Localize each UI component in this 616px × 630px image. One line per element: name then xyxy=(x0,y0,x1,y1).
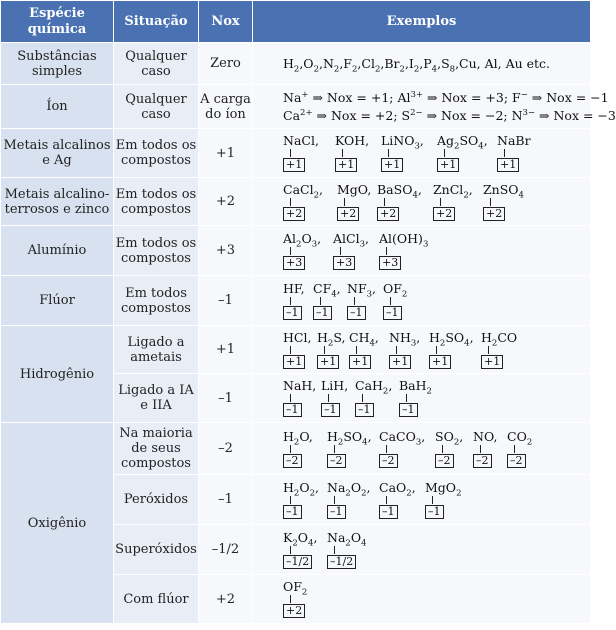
nox-cell: –2 xyxy=(199,423,253,475)
nox-box: –1 xyxy=(321,403,340,417)
examples-cell xyxy=(253,178,591,226)
formula-list xyxy=(283,379,590,417)
connector-line xyxy=(290,346,291,354)
nox-box: +1 xyxy=(317,355,339,369)
nox-box: +2 xyxy=(483,207,505,221)
formula: LiH, xyxy=(321,378,349,393)
nox-box: +1 xyxy=(283,355,305,369)
table-row xyxy=(1,276,591,326)
nox-box: –2 xyxy=(507,454,526,468)
nox-box: +1 xyxy=(389,355,411,369)
formula: ZnSO$_4$ xyxy=(483,181,524,200)
connector-line xyxy=(354,297,355,305)
formula-item xyxy=(435,430,473,468)
nox-box: +2 xyxy=(433,207,455,221)
formula: $H_2S$, xyxy=(317,329,346,348)
nox-cell: Zero xyxy=(199,43,253,85)
situacao-cell: Com flúor xyxy=(114,575,199,624)
situacao-cell: Em todos os compostos xyxy=(114,226,199,276)
connector-line xyxy=(504,149,505,157)
formula: $H_2O_2$, xyxy=(283,479,319,498)
table-row xyxy=(1,85,591,129)
situacao-cell: Em todos os compostos xyxy=(114,178,199,226)
especie-cell: Metais alcalinos e Ag xyxy=(1,129,114,178)
formula: $Na_2O_2$, xyxy=(327,479,371,498)
nox-cell: A carga do íon xyxy=(199,85,253,129)
header-situacao: Situação xyxy=(114,1,199,43)
nox-box: –2 xyxy=(327,454,346,468)
situacao-cell: Em todos os compostos xyxy=(114,129,199,178)
table-row xyxy=(1,423,591,475)
connector-line xyxy=(290,297,291,305)
connector-line xyxy=(290,546,291,554)
formula: CaO$_2$, xyxy=(379,479,416,498)
formula: $NF_3$, xyxy=(347,280,377,299)
formula-item xyxy=(283,481,327,519)
formula-item xyxy=(433,183,483,221)
formula-item xyxy=(399,379,439,417)
formula: NaCl, xyxy=(283,133,319,148)
examples-cell xyxy=(253,129,591,178)
nox-box: +1 xyxy=(349,355,371,369)
nox-box: +1 xyxy=(283,158,305,172)
nox-box: –1 xyxy=(383,306,402,320)
formula: AlCl$_3$, xyxy=(333,230,369,249)
formula-item xyxy=(327,430,379,468)
formula: $Na_2O_4$ xyxy=(327,529,367,548)
nox-cell: –1/2 xyxy=(199,525,253,575)
nox-box: +3 xyxy=(379,256,401,270)
connector-line xyxy=(290,445,291,453)
table-row xyxy=(1,178,591,226)
formula-item xyxy=(327,531,373,569)
nox-box: +1 xyxy=(497,158,519,172)
nox-box: +1 xyxy=(335,158,357,172)
examples-cell xyxy=(253,326,591,374)
connector-line xyxy=(480,445,481,453)
formula: LiNO$_3$, xyxy=(381,133,424,152)
formula: $OF_2$ xyxy=(283,579,308,598)
formula: $Al_2O_3$, xyxy=(283,230,322,249)
connector-line xyxy=(444,149,445,157)
example-text: $Ca^{2+}$ ⇒ Nox = +2; $S^{2-}$ ⇒ Nox = −2; $N^{3-}$ ⇒ Nox = −3 xyxy=(283,107,616,123)
formula-item xyxy=(313,282,347,320)
nox-cell: –1 xyxy=(199,475,253,525)
connector-line xyxy=(290,394,291,402)
connector-line xyxy=(356,346,357,354)
formula: CaCl$_2$, xyxy=(283,181,323,200)
formula-item xyxy=(483,183,529,221)
connector-line xyxy=(340,247,341,255)
connector-line xyxy=(362,394,363,402)
nox-cell: +1 xyxy=(199,129,253,178)
nox-box: –2 xyxy=(473,454,492,468)
formula: ZnCl$_2$, xyxy=(433,181,473,200)
nox-box: +2 xyxy=(377,207,399,221)
connector-line xyxy=(432,496,433,504)
formula-item xyxy=(283,183,337,221)
nox-box: –1 xyxy=(283,306,302,320)
example-text: Na+ ⇒ Nox = +1; $Al^{3+}$ ⇒ Nox = +3; F− ⇒ Nox = −1 xyxy=(283,89,609,105)
nox-box: +2 xyxy=(337,207,359,221)
formula-item xyxy=(283,134,335,172)
table-row xyxy=(1,129,591,178)
formula-item xyxy=(321,379,355,417)
situacao-cell: Ligado a ametais xyxy=(114,326,199,374)
connector-line xyxy=(290,595,291,603)
header-exemplos: Exemplos xyxy=(253,1,591,43)
connector-line xyxy=(342,149,343,157)
especie-cell: Íon xyxy=(1,85,114,129)
formula-item xyxy=(347,282,383,320)
connector-line xyxy=(328,394,329,402)
table-row xyxy=(1,43,591,85)
nox-box: –2 xyxy=(435,454,454,468)
formula-list xyxy=(283,430,590,468)
nox-cell: –1 xyxy=(199,276,253,326)
nox-box: –1 xyxy=(283,403,302,417)
connector-line xyxy=(386,496,387,504)
nox-box: –2 xyxy=(379,454,398,468)
situacao-cell: Na maioria de seus compostos xyxy=(114,423,199,475)
situacao-cell: Em todos compostos xyxy=(114,276,199,326)
nox-cell: –1 xyxy=(199,374,253,423)
nox-box: +1 xyxy=(429,355,451,369)
formula: $H_2SO_4$, xyxy=(429,329,474,348)
nox-box: –1/2 xyxy=(283,555,312,569)
formula: $SO_2$, xyxy=(435,428,464,447)
formula-list xyxy=(283,282,590,320)
connector-line xyxy=(344,198,345,206)
nox-box: –1/2 xyxy=(327,555,356,569)
examples-cell xyxy=(253,276,591,326)
situacao-cell: Peróxidos xyxy=(114,475,199,525)
connector-line xyxy=(390,297,391,305)
connector-line xyxy=(388,149,389,157)
nox-box: –1 xyxy=(327,505,346,519)
formula-item xyxy=(425,481,465,519)
formula-item xyxy=(497,134,537,172)
nox-box: +3 xyxy=(333,256,355,270)
formula: $K_2O_4$, xyxy=(283,529,318,548)
nox-box: +2 xyxy=(283,207,305,221)
connector-line xyxy=(386,247,387,255)
formula-item xyxy=(379,481,425,519)
situacao-cell: Ligado a IA e IIA xyxy=(114,374,199,423)
formula-list xyxy=(283,331,590,369)
connector-line xyxy=(396,346,397,354)
formula-item xyxy=(429,331,481,369)
formula: HCl, xyxy=(283,329,312,345)
examples-cell xyxy=(253,85,616,129)
header-especie: Espécie química xyxy=(1,1,114,43)
connector-line xyxy=(290,198,291,206)
nox-box: –1 xyxy=(425,505,444,519)
connector-line xyxy=(290,247,291,255)
example-text: $H_2,O_2,N_2,F_2,Cl_2,Br_2,I_2,P_4,S_8,Cu$, Al, Au etc. xyxy=(283,55,551,74)
nox-box: –1 xyxy=(355,403,374,417)
especie-cell: Alumínio xyxy=(1,226,114,276)
situacao-cell: Qualquer caso xyxy=(114,85,199,129)
formula: KOH, xyxy=(335,133,370,148)
connector-line xyxy=(406,394,407,402)
connector-line xyxy=(488,346,489,354)
especie-cell: Hidrogênio xyxy=(1,326,114,423)
formula-item xyxy=(283,531,327,569)
especie-cell: Flúor xyxy=(1,276,114,326)
nox-box: +1 xyxy=(381,158,403,172)
formula-item xyxy=(437,134,497,172)
formula-item xyxy=(507,430,541,468)
formula-item xyxy=(335,134,381,172)
connector-line xyxy=(290,149,291,157)
nox-cell: +2 xyxy=(199,575,253,624)
nox-box: +3 xyxy=(283,256,305,270)
formula-item xyxy=(333,232,379,270)
formula: $NH_3$, xyxy=(389,329,421,348)
nox-box: –1 xyxy=(283,505,302,519)
connector-line xyxy=(514,445,515,453)
connector-line xyxy=(436,346,437,354)
formula-list xyxy=(283,580,590,618)
formula-item xyxy=(377,183,433,221)
examples-cell xyxy=(253,475,591,525)
formula-list xyxy=(283,531,590,569)
nox-box: –1 xyxy=(379,505,398,519)
nox-box: +1 xyxy=(437,158,459,172)
situacao-cell: Superóxidos xyxy=(114,525,199,575)
examples-cell xyxy=(253,43,591,85)
table-row xyxy=(1,226,591,276)
formula: BaH$_2$ xyxy=(399,378,432,397)
formula-item xyxy=(381,134,437,172)
formula-item xyxy=(473,430,507,468)
nox-box: +2 xyxy=(283,604,305,618)
formula: $Ag_2SO_4$, xyxy=(437,133,488,152)
examples-cell xyxy=(253,525,591,575)
formula-item xyxy=(481,331,521,369)
formula-item xyxy=(283,331,317,369)
formula-item xyxy=(283,580,313,618)
formula: MgO$_2$ xyxy=(425,479,462,498)
nox-cell: +3 xyxy=(199,226,253,276)
formula: CaH$_2$, xyxy=(355,378,393,397)
nox-box: –1 xyxy=(347,306,366,320)
formula-item xyxy=(389,331,429,369)
nox-box: –1 xyxy=(399,403,418,417)
formula: $H_2SO_4$, xyxy=(327,428,372,447)
formula: CaCO$_3$, xyxy=(379,428,426,447)
especie-cell: Oxigênio xyxy=(1,423,114,624)
header-row xyxy=(1,1,591,43)
connector-line xyxy=(386,445,387,453)
examples-cell xyxy=(253,423,591,475)
formula-item xyxy=(327,481,379,519)
formula: HF, xyxy=(283,280,305,296)
connector-line xyxy=(334,546,335,554)
connector-line xyxy=(334,496,335,504)
formula-item xyxy=(349,331,389,369)
formula-list xyxy=(283,232,590,270)
formula-item xyxy=(379,232,435,270)
nox-cell: +2 xyxy=(199,178,253,226)
examples-cell xyxy=(253,575,591,624)
formula-item xyxy=(283,430,327,468)
formula: $Al(OH)_3$ xyxy=(379,230,429,249)
formula: $CO_2$ xyxy=(507,428,533,447)
connector-line xyxy=(440,198,441,206)
nox-box: –2 xyxy=(283,454,302,468)
formula: BaSO$_4$, xyxy=(377,181,422,200)
formula: NO, xyxy=(473,428,498,444)
formula-item xyxy=(383,282,413,320)
formula-item xyxy=(355,379,399,417)
formula: $OF_2$ xyxy=(383,280,408,299)
nox-box: –1 xyxy=(313,306,332,320)
connector-line xyxy=(334,445,335,453)
connector-line xyxy=(490,198,491,206)
formula-list xyxy=(283,134,590,172)
formula-item xyxy=(317,331,349,369)
examples-cell xyxy=(253,226,591,276)
connector-line xyxy=(320,297,321,305)
situacao-cell: Qualquer caso xyxy=(114,43,199,85)
formula: NaH, xyxy=(283,378,317,393)
formula: NaBr xyxy=(497,133,531,148)
formula-list xyxy=(283,183,590,221)
connector-line xyxy=(384,198,385,206)
nox-cell: +1 xyxy=(199,326,253,374)
formula-item xyxy=(283,282,313,320)
connector-line xyxy=(324,346,325,354)
connector-line xyxy=(442,445,443,453)
formula: $H_2O$, xyxy=(283,428,313,447)
formula-item xyxy=(379,430,435,468)
formula-item xyxy=(337,183,377,221)
especie-cell: Metais alcalino-terrosos e zinco xyxy=(1,178,114,226)
header-nox: Nox xyxy=(199,1,253,43)
table-row xyxy=(1,326,591,374)
formula: $CF_4$, xyxy=(313,280,341,299)
formula-list xyxy=(283,481,590,519)
formula: $CH_4$, xyxy=(349,329,379,348)
connector-line xyxy=(290,496,291,504)
examples-cell xyxy=(253,374,591,423)
especie-cell: Substâncias simples xyxy=(1,43,114,85)
nox-box: +1 xyxy=(481,355,503,369)
formula: MgO, xyxy=(337,181,372,197)
formula-item xyxy=(283,232,333,270)
formula-item xyxy=(283,379,321,417)
formula: $H_2CO$ xyxy=(481,329,518,348)
